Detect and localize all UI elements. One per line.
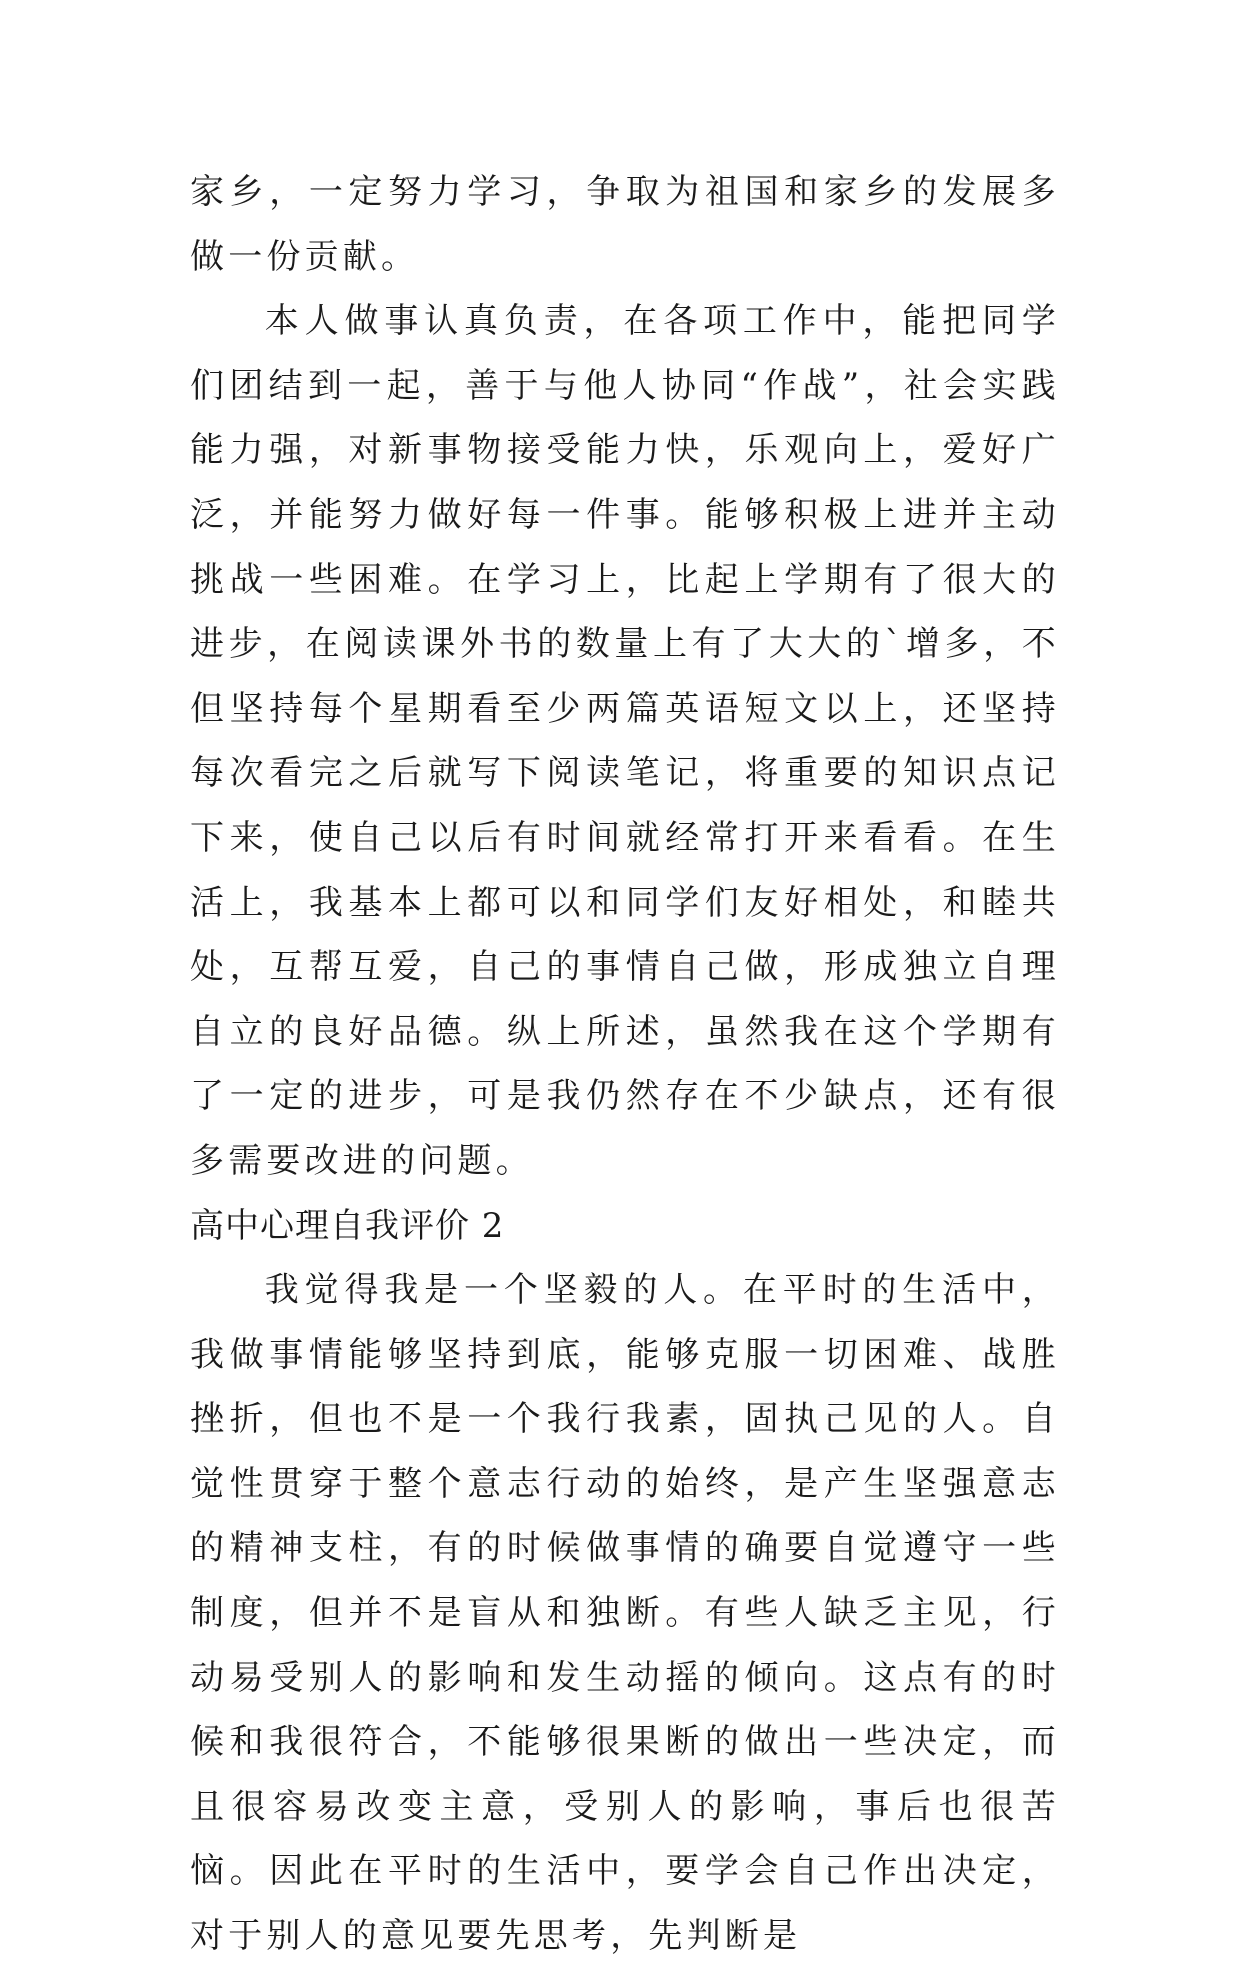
section-heading: 高中心理自我评价 2 [190, 1205, 505, 1246]
document-body [190, 160, 1060, 1969]
paragraph-continuation: 家乡，一定努力学习，争取为祖国和家乡的发展多做一份贡献。 [190, 172, 1060, 277]
paragraph-self-evaluation: 我觉得我是一个坚毅的人。在平时的生活中，我做事情能够坚持到底，能够克服一切困难、战胜挫折，但也不是一个我行我素，固执己见的人。自觉性贯穿于整个意志行动的始终，是产生坚强意志的精神支柱，有的时候做事情的确要自觉遵守一些制度，但并不是盲从和独断。有些人缺乏主见，行动易受别人的影响和发生动摇的倾向。这点有的时候和我很符合，不能够很果断的做出一些决定，而且很容易改变主意，受别人的影响，事后也很苦恼。因此在平时的生活中，要学会自己作出决定，对于别人的意见要先思考，先判断是 [190, 1270, 1060, 1957]
paragraph-self-description: 本人做事认真负责，在各项工作中，能把同学们团结到一起，善于与他人协同“作战”，社会实践能力强，对新事物接受能力快，乐观向上，爱好广泛，并能努力做好每一件事。能够积极上进并主动挑战一些困难。在学习上，比起上学期有了很大的进步，在阅读课外书的数量上有了大大的`增多，不但坚持每个星期看至少两篇英语短文以上，还坚持每次看完之后就写下阅读笔记，将重要的知识点记下来，使自己以后有时间就经常打开来看看。在生活上，我基本上都可以和同学们友好相处，和睦共处，互帮互爱，自己的事情自己做，形成独立自理自立的良好品德。纵上所述，虽然我在这个学期有了一定的进步，可是我仍然存在不少缺点，还有很多需要改进的问题。 [190, 301, 1060, 1181]
